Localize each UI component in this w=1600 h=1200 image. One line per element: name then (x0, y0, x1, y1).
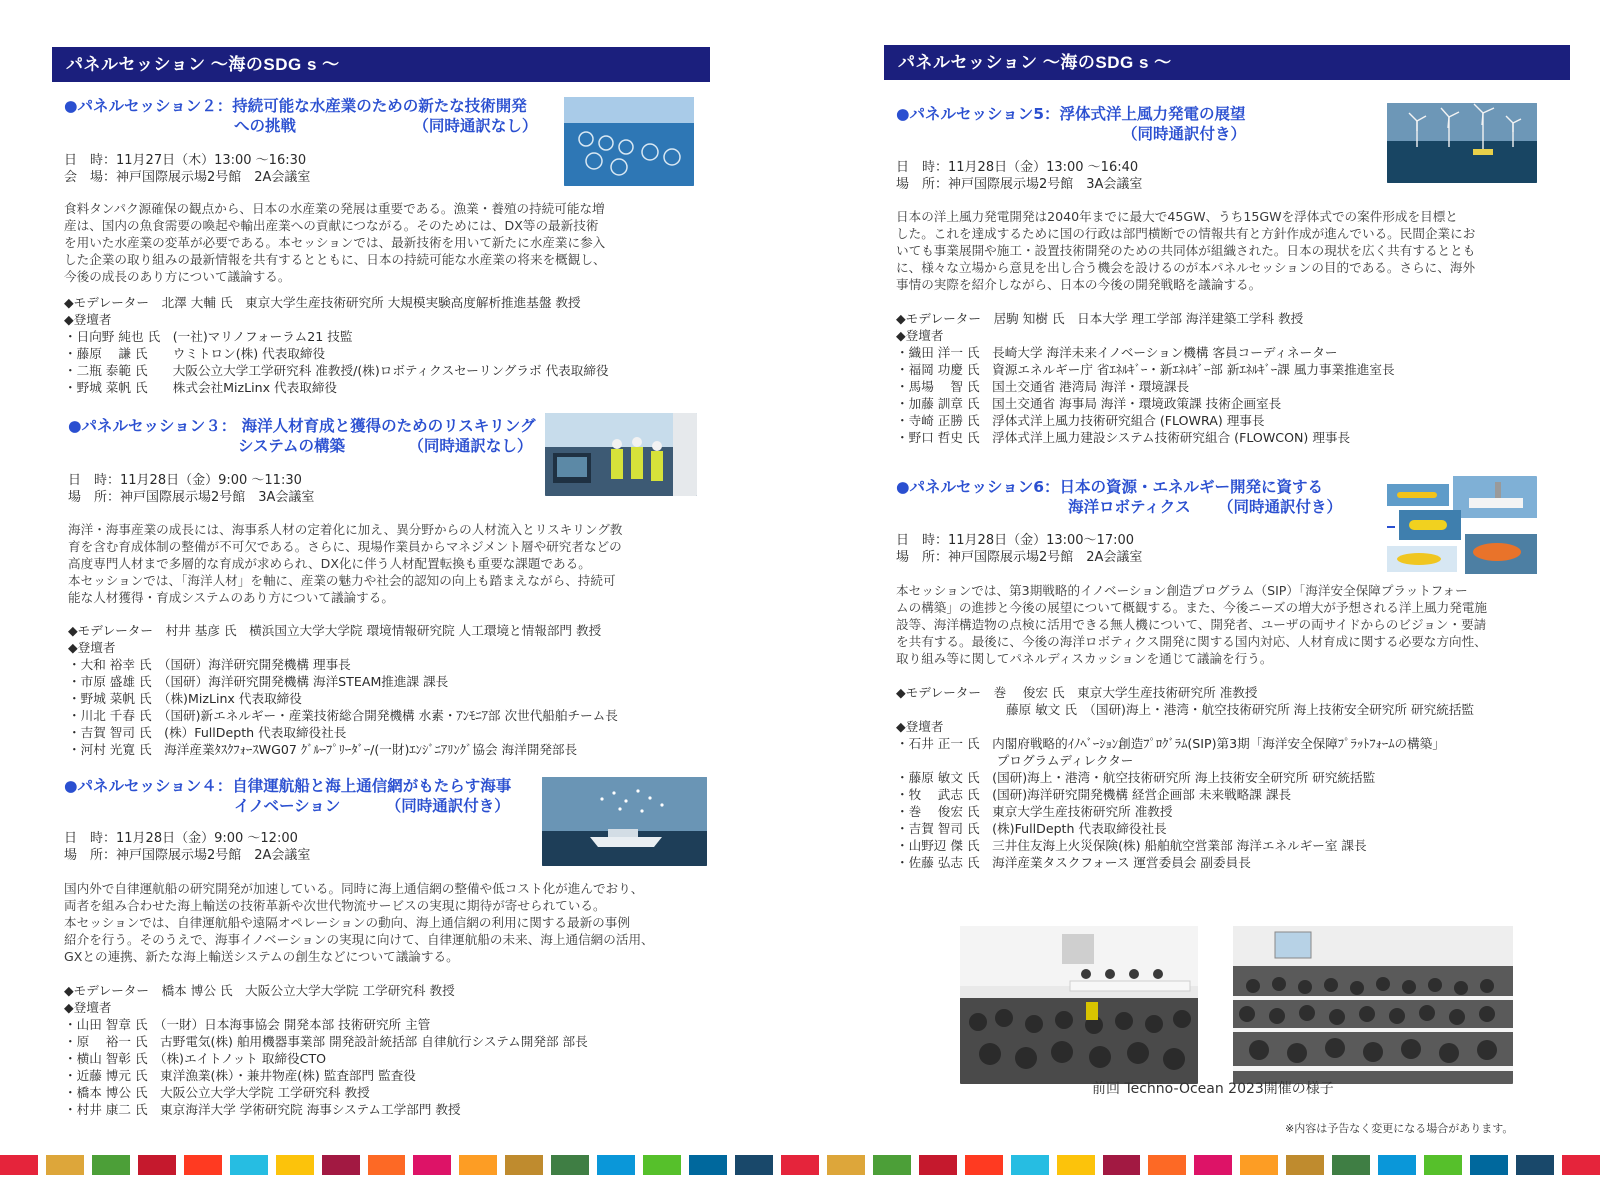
session-2-venue: 会 場：神戸国際展示場2号館 2A会議室 (64, 170, 311, 185)
panelist-line: ・日向野 純也 氏 (一社)マリノフォーラム21 技監 (64, 329, 353, 344)
session-3-speakers (68, 622, 618, 758)
footnote: ※内容は予告なく変更になる場合があります。 (1285, 1122, 1514, 1135)
sdg-color-block (1103, 1155, 1141, 1175)
session-2-title (64, 96, 537, 136)
description-line: 今後の成長のあり方について議論する。 (64, 269, 291, 284)
panelist-line: ・吉賀 智司 氏 (株）FullDepth 代表取締役社長 (68, 725, 347, 740)
session-3-title (68, 416, 536, 456)
sdg-color-block (184, 1155, 222, 1175)
moderator-line: ◆モデレーター 村井 基彦 氏 横浜国立大学大学院 環境情報研究院 人工環境と情報部門 教授 (68, 623, 602, 638)
sdg-color-block (1378, 1155, 1416, 1175)
sdg-color-block (1011, 1155, 1049, 1175)
sdg-color-block (276, 1155, 314, 1175)
description-line: 海洋・海事産業の成長には、海事系人材の定着化に加え、異分野からの人材流入とリスキリング教 (68, 522, 623, 537)
sdg-color-block (1057, 1155, 1095, 1175)
session-3-title-line1: ●パネルセッション３： 海洋人材育成と獲得のためのリスキリング (68, 417, 536, 435)
description-line: 食料タンパク源確保の観点から、日本の水産業の発展は重要である。漁業・養殖の持続可能な増 (64, 201, 605, 216)
panelist-line: ・橋本 博公 氏 大阪公立大学大学院 工学研究科 教授 (64, 1085, 370, 1100)
description-line: 国内外で自律運航船の研究開発が加速している。同時に海上通信網の整備や低コスト化が進んでおり、 (64, 881, 644, 896)
sdg-color-block (1470, 1155, 1508, 1175)
session-3-info (68, 472, 314, 506)
panelist-line: ・市原 盛雄 氏 （国研）海洋研究開発機構 海洋STEAM推進課 課長 (68, 674, 449, 689)
description-line: 日本の洋上風力発電開発は2040年までに最大で45GW、うち15GWを浮体式での案件形成を目標と (896, 209, 1458, 224)
panelist-line: ・福岡 功慶 氏 資源エネルギー庁 省ｴﾈﾙｷﾞｰ・新ｴﾈﾙｷﾞｰ部 新ｴﾈﾙｷﾞｰ課 風力事業推進室長 (896, 362, 1395, 377)
sdg-color-block (1516, 1155, 1554, 1175)
audience-photo (1233, 926, 1513, 1084)
description-line: 育を含む育成体制の整備が不可欠である。さらに、現場作業員からマネジメント層や研究者などの (68, 539, 622, 554)
sdg-color-block (827, 1155, 865, 1175)
session-6-datetime: 日 時：11月28日（金）13:00～17:00 (896, 533, 1135, 548)
panelist-line: ・吉賀 智司 氏 (株)FullDepth 代表取締役社長 (896, 821, 1167, 836)
panelist-line: ・加藤 訓章 氏 国土交通省 海事局 海洋・環境政策課 技術企画室長 (896, 396, 1282, 411)
session-6-title-line1: ●パネルセッション6：日本の資源・エネルギー開発に資する (896, 478, 1324, 496)
panelists-label: ◆登壇者 (64, 1000, 112, 1015)
panelist-line: ・近藤 博元 氏 東洋漁業(株）・兼井物産(株) 監査部門 監査役 (64, 1068, 416, 1083)
ocean-robotics-collage (1387, 476, 1537, 576)
section-banner-right: パネルセッション ～海のSDG s ～ (884, 45, 1570, 80)
session-3-title-line2: システムの構築 (238, 437, 345, 455)
sdg-color-block (46, 1155, 84, 1175)
sdg-color-block (505, 1155, 543, 1175)
description-line: 本セッションでは、自律運航船や遠隔オペレーションの動向、海上通信網の利用に関する最新の事例 (64, 915, 630, 930)
session-5-venue: 場 所：神戸国際展示場2号館 3A会議室 (896, 177, 1143, 192)
panel-stage-photo (960, 926, 1198, 1084)
session-5-speakers (896, 310, 1395, 446)
sdg-color-block (919, 1155, 957, 1175)
description-line: 取り組み等に関してパネルディスカッションを通じて議論を行う。 (896, 651, 1273, 666)
session-2-datetime: 日 時：11月27日（木）13:00 ～16:30 (64, 153, 307, 168)
sdg-color-block (138, 1155, 176, 1175)
photo-caption: 前回 Techno-Ocean 2023開催の様子 (1092, 1081, 1334, 1097)
sdg-color-block (1424, 1155, 1462, 1175)
sdg-color-block (551, 1155, 589, 1175)
panelist-line: ・巻 俊宏 氏 東京大学生産技術研究所 准教授 (896, 804, 1173, 819)
description-line: GXとの連携、新たな海上輸送システムの創生などについて議論する。 (64, 949, 459, 964)
panelist-line: ・藤原 謙 氏 ウミトロン(株) 代表取締役 (64, 346, 326, 361)
description-line: 能な人材獲得・育成システムのあり方について議論する。 (68, 590, 394, 605)
description-line: した企業の取り組みの最新情報を共有するとともに、日本の持続可能な水産業の将来を概観し、 (64, 252, 606, 267)
session-4-info (64, 830, 310, 864)
description-line: 設等、海洋構造物の点検に活用できる無人機について、開発者、ユーザの両サイドからのビジョン・要請 (896, 617, 1487, 632)
session-4-datetime: 日 時：11月28日（金）9:00 ～12:00 (64, 831, 298, 846)
panelist-line: プログラムディレクター (896, 753, 1134, 768)
moderator-line: ◆モデレーター 北澤 大輔 氏 東京大学生産技術研究所 大規模実験高度解析推進基盤 教授 (64, 295, 581, 310)
description-line: 事情の実際を紹介しながら、日本の今後の開発戦略を議論する。 (896, 277, 1262, 292)
session-5-info (896, 159, 1142, 193)
description-line: した。これを達成するために国の行政は部門横断での情報共有と方針作成が進んでいる。民間企業にお (896, 226, 1476, 241)
description-line: 高度専門人材まで多層的な育成が求められ、DX化に伴う人材配置転換も重要な課題である。 (68, 556, 591, 571)
session-4-venue: 場 所：神戸国際展示場2号館 2A会議室 (64, 848, 311, 863)
session-3-datetime: 日 時：11月28日（金）9:00 ～11:30 (68, 473, 302, 488)
description-line: 本セッションでは、第3期戦略的イノベーション創造プログラム（SIP）「海洋安全保障プラットフォー (896, 583, 1468, 598)
session-2-info (64, 152, 310, 186)
sdg-color-block (597, 1155, 635, 1175)
maritime-workers-photo (545, 413, 697, 496)
sdg-color-block (689, 1155, 727, 1175)
session-5-interpretation-note: （同時通訳付き） (1122, 125, 1247, 143)
panelist-line: ・寺崎 正勝 氏 浮体式洋上風力技術研究組合 (FLOWRA) 理事長 (896, 413, 1265, 428)
session-6-title (896, 477, 1342, 517)
sdg-color-block (1332, 1155, 1370, 1175)
panelist-line: ・川北 千春 氏 （国研)新エネルギー・産業技術総合開発機構 水素・ｱﾝﾓﾆｱ部 次世代船舶チーム長 (68, 708, 618, 723)
panelists-label: ◆登壇者 (64, 312, 112, 327)
session-4-title (64, 776, 511, 816)
session-2-speakers (64, 294, 609, 396)
description-line: ムの構築」の進捗と今後の展望について概観する。また、今後ニーズの増大が予想される洋上風力発電施 (896, 600, 1488, 615)
panelist-line: ・山田 智章 氏 （一財）日本海事協会 開発本部 技術研究所 主管 (64, 1017, 431, 1032)
moderator-line: ◆モデレーター 居駒 知樹 氏 日本大学 理工学部 海洋建築工学科 教授 (896, 311, 1304, 326)
panelist-line: ・二瓶 泰範 氏 大阪公立大学工学研究科 准教授/(株)ロボティクスセーリングラボ 代表取締役 (64, 363, 609, 378)
panelist-line: ・村井 康二 氏 東京海洋大学 学術研究院 海事システム工学部門 教授 (64, 1102, 461, 1117)
session-2-title-line1: ●パネルセッション２：持続可能な水産業のための新たな技術開発 (64, 97, 527, 115)
session-6-info (896, 532, 1142, 566)
offshore-wind-photo (1387, 103, 1537, 183)
description-line: 本セッションでは、「海洋人材」を軸に、産業の魅力や社会的認知の向上も踏まえながら、持続可 (68, 573, 616, 588)
panelist-line: ・横山 智彰 氏 （株)エイトノット 取締役CTO (64, 1051, 327, 1066)
sdg-color-block (735, 1155, 773, 1175)
session-5-title-line1: ●パネルセッション5：浮体式洋上風力発電の展望 (896, 105, 1246, 123)
sdg-color-block (1240, 1155, 1278, 1175)
session-5-title (896, 104, 1246, 144)
sdg-color-block (1562, 1155, 1600, 1175)
panelist-line: ・原 裕一 氏 古野電気(株) 舶用機器事業部 開発設計統括部 自律航行システム開発部 部長 (64, 1034, 588, 1049)
section-banner-left: パネルセッション ～海のSDG s ～ (52, 47, 710, 82)
panelist-line: ・河村 光寛 氏 海洋産業ﾀｽｸﾌｫｰｽWG07 ｸﾞﾙｰﾌﾟﾘｰﾀﾞｰ/(一財)ｴﾝｼﾞﾆｱﾘﾝｸﾞ協会 海洋開発部長 (68, 742, 578, 757)
session-5-description (896, 208, 1556, 293)
session-2-title-line2: への挑戦 (234, 117, 297, 135)
sdg-color-block (322, 1155, 360, 1175)
panelists-label: ◆登壇者 (896, 328, 944, 343)
session-6-venue: 場 所：神戸国際展示場2号館 2A会議室 (896, 550, 1143, 565)
sdg-color-block (781, 1155, 819, 1175)
moderator-line: ◆モデレーター 巻 俊宏 氏 東京大学生産技術研究所 准教授 (896, 685, 1258, 700)
moderator-line: ◆モデレーター 橋本 博公 氏 大阪公立大学大学院 工学研究科 教授 (64, 983, 455, 998)
moderator-line-2: 藤原 敏文 氏 （国研)海上・港湾・航空技術研究所 海上技術安全研究所 研究統括監 (1006, 702, 1475, 717)
panelist-line: ・野口 哲史 氏 浮体式洋上風力建設システム技術研究組合 (FLOWCON) 理事長 (896, 430, 1351, 445)
sdg-color-block (459, 1155, 497, 1175)
panelist-line: ・野城 菜帆 氏 株式会社MizLinx 代表取締役 (64, 380, 338, 395)
session-4-title-line2: イノベーション (234, 797, 341, 815)
session-3-venue: 場 所：神戸国際展示場2号館 3A会議室 (68, 490, 315, 505)
session-4-speakers (64, 982, 588, 1118)
panelists-label: ◆登壇者 (896, 719, 944, 734)
session-5-datetime: 日 時：11月28日（金）13:00 ～16:40 (896, 160, 1139, 175)
panelist-line: ・馬場 智 氏 国土交通省 港湾局 海洋・環境課長 (896, 379, 1190, 394)
description-line: 紹介を行う。そのうえで、海事イノベーションの実現に向けて、自律運航船の未来、海上通信網の活用、 (64, 932, 654, 947)
description-line: を用いた水産業の変革が必要である。本セッションでは、最新技術を用いて新たに水産業に参入 (64, 235, 606, 250)
session-2-description (64, 200, 689, 285)
sdg-color-bar (0, 1155, 1600, 1175)
sdg-color-block (1194, 1155, 1232, 1175)
description-line: いても事業展開や施工・設置技術開発のための共同体が組織された。日本の現状を広く共有するととも (896, 243, 1476, 258)
panelist-line: ・織田 洋一 氏 長崎大学 海洋未来イノベーション機構 客員コーディネーター (896, 345, 1338, 360)
aquaculture-photo (564, 97, 694, 186)
panelist-line: ・佐藤 弘志 氏 海洋産業タスクフォース 運営委員会 副委員長 (896, 855, 1251, 870)
sdg-color-block (413, 1155, 451, 1175)
description-line: に、様々な立場から意見を出し合う機会を設けるのが本パネルセッションの目的である。さらに、海外 (896, 260, 1476, 275)
autonomous-ship-photo (542, 777, 707, 866)
session-4-description (64, 880, 724, 965)
panelist-line: ・野城 菜帆 氏 （株)MizLinx 代表取締役 (68, 691, 302, 706)
session-3-interpretation-note: （同時通訳なし） (408, 437, 533, 455)
sdg-color-block (1286, 1155, 1324, 1175)
sdg-color-block (1148, 1155, 1186, 1175)
panelist-line: ・山野辺 傑 氏 三井住友海上火災保険(株) 船舶航空営業部 海洋エネルギー室 課長 (896, 838, 1367, 853)
panelist-line: ・大和 裕幸 氏 （国研）海洋研究開発機構 理事長 (68, 657, 351, 672)
sdg-color-block (92, 1155, 130, 1175)
sdg-color-block (965, 1155, 1003, 1175)
session-6-description (896, 582, 1571, 667)
sdg-color-block (230, 1155, 268, 1175)
panelists-label: ◆登壇者 (68, 640, 116, 655)
session-6-interpretation-note: （同時通訳付き） (1218, 498, 1343, 516)
session-3-description (68, 521, 698, 606)
panelist-line: ・牧 武志 氏 (国研)海洋研究開発機構 経営企画部 未来戦略課 課長 (896, 787, 1292, 802)
sdg-color-block (368, 1155, 406, 1175)
sdg-color-block (873, 1155, 911, 1175)
session-2-interpretation-note: （同時通訳なし） (413, 117, 538, 135)
description-line: を共有する。最後に、今後の海洋ロボティクス開発に関する国内対応、人材育成に関する必要な方向性、 (896, 634, 1487, 649)
session-6-title-line2: 海洋ロボティクス (1068, 498, 1191, 516)
session-4-title-line1: ●パネルセッション４：自律運航船と海上通信網がもたらす海事 (64, 777, 512, 795)
panelist-line: ・藤原 敏文 氏 (国研)海上・港湾・航空技術研究所 海上技術安全研究所 研究統括監 (896, 770, 1376, 785)
sdg-color-block (0, 1155, 38, 1175)
session-4-interpretation-note: （同時通訳付き） (385, 797, 510, 815)
panelist-line: ・石井 正一 氏 内閣府戦略的ｲﾉﾍﾞｰｼｮﾝ創造ﾌﾟﾛｸﾞﾗﾑ(SIP)第3期「海洋安全保障ﾌﾟﾗｯﾄﾌｫｰﾑの構築」 (896, 736, 1445, 751)
description-line: 両者を組み合わせた海上輸送の技術革新や次世代物流サービスの実現に期待が寄せられている。 (64, 898, 606, 913)
session-6-speakers (896, 684, 1474, 871)
sdg-color-block (643, 1155, 681, 1175)
description-line: 産は、国内の魚食需要の喚起や輸出産業への貢献につながる。そのためには、DX等の最新技術 (64, 218, 599, 233)
